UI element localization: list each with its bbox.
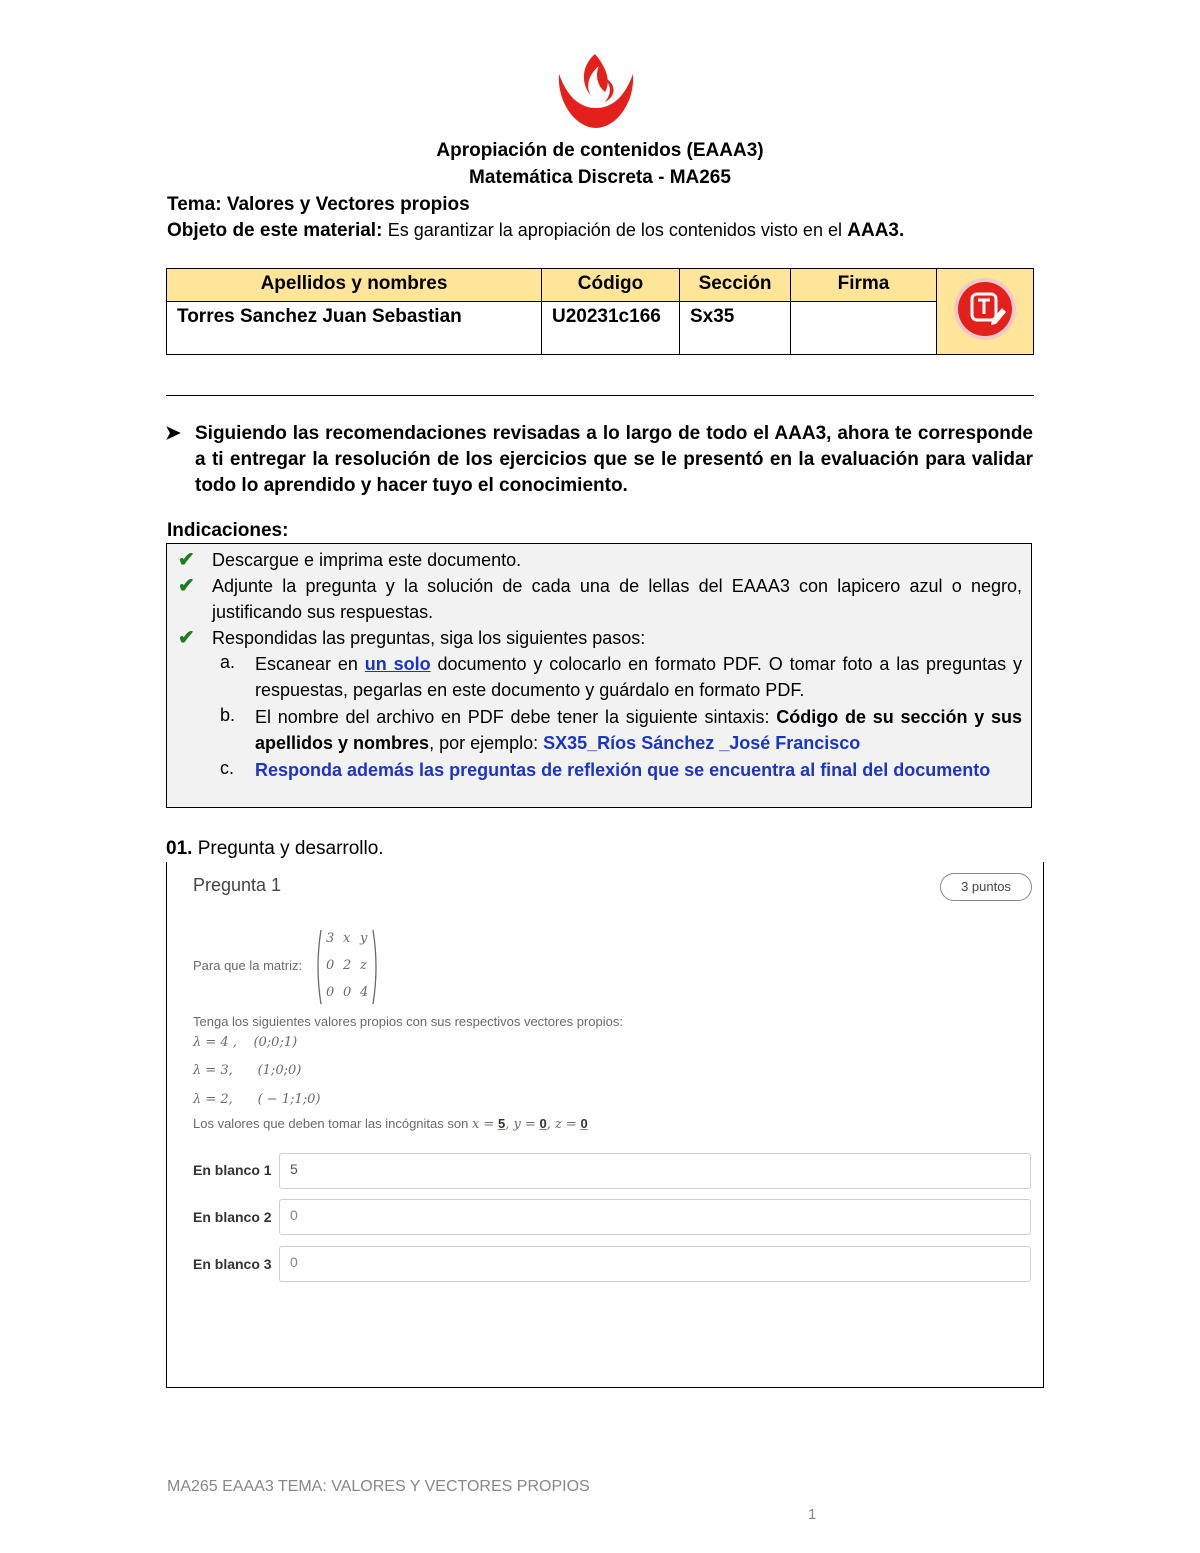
student-section: Sx35 (680, 302, 791, 355)
indication-item-3: Respondidas las preguntas, siga los siguientes pasos: (212, 628, 646, 648)
matrix-cell: 2 (343, 958, 352, 973)
header-code: Código (542, 269, 680, 302)
question-label: Pregunta y desarrollo. (197, 838, 384, 859)
step-a-post: documento y colocarlo en formato PDF. O tomar foto a las preguntas y respuestas, pegarlas en este documento y guárdalo en formato PDF. (255, 654, 1022, 700)
blank-1-input[interactable]: 5 (279, 1153, 1031, 1189)
student-info-table (166, 268, 1034, 355)
matrix-cell: x (343, 931, 351, 946)
indication-item-1: Descargue e imprima este documento. (212, 550, 522, 570)
checkmark-icon: ✔ (178, 549, 195, 571)
university-logo (555, 52, 637, 130)
step-a-letter: a. (220, 652, 236, 672)
answer-x-value: 5 (497, 1116, 506, 1131)
answer-line (193, 1116, 588, 1132)
step-c-letter: c. (220, 758, 235, 778)
matrix-cell: 0 (326, 958, 335, 973)
answer-y-label: , y = (505, 1117, 536, 1132)
checkmark-icon: ✔ (178, 575, 195, 597)
indication-item-2: Adjunte la pregunta y la solución de cada una de lellas del EAAA3 con lapicero azul o negro, justificando sus respuestas. (212, 576, 1022, 622)
matrix-cell: y (360, 931, 368, 946)
question-number: 01. (166, 838, 193, 859)
objective-line (167, 220, 904, 242)
matrix-cell: z (360, 958, 367, 973)
indications-title: Indicaciones: (167, 520, 289, 541)
matrix-cell: 0 (343, 985, 352, 1000)
filename-example: SX35_Ríos Sánchez _José Francisco (543, 733, 861, 753)
step-c: Responda además las preguntas de reflexión que se encuentra al final del documento (255, 760, 991, 780)
document-title: Apropiación de contenidos (EAAA3) (436, 140, 764, 161)
eigen-pair-3: λ = 2, ( − 1;1;0) (193, 1092, 321, 1107)
footer-text: MA265 EAAA3 TEMA: VALORES Y VECTORES PROPIOS (167, 1478, 590, 1495)
answer-x-label: x = (471, 1117, 495, 1132)
blank-3-input[interactable]: 0 (279, 1246, 1031, 1282)
topic-label: Tema: (167, 194, 222, 215)
eigen-pair-1: λ = 4 , (0;0;1) (193, 1035, 298, 1050)
objective-end: AAA3. (847, 220, 905, 241)
step-a-pre: Escanear en (255, 654, 358, 674)
table-header-row (167, 269, 1034, 302)
question-heading (166, 838, 384, 860)
blank-3-label: En blanco 3 (193, 1256, 272, 1272)
step-a (255, 651, 1022, 703)
answer-text: Los valores que deben tomar las incógnitas son (193, 1116, 469, 1131)
intro-paragraph: Siguiendo las recomendaciones revisadas a lo largo de todo el AAA3, ahora te corresponde a ti entregar la resolución de los ejercicios que se le presentó en la evaluación para validar todo lo aprendido y hacer tuyo el conocimiento. (195, 423, 1033, 496)
answer-y-value: 0 (539, 1116, 547, 1131)
eigen-pair-2: λ = 3, (1;0;0) (193, 1063, 302, 1078)
topic-value: Valores y Vectores propios (226, 194, 470, 215)
page-number: 1 (808, 1506, 817, 1523)
checkmark-icon: ✔ (178, 627, 195, 649)
matrix-cell: 0 (326, 985, 335, 1000)
answer-z-value: 0 (580, 1116, 588, 1131)
matrix-label: Para que la matriz: (193, 958, 303, 973)
table-value-row (167, 302, 1034, 355)
student-name: Torres Sanchez Juan Sebastian (167, 302, 542, 355)
arrow-bullet-icon: ➤ (165, 423, 181, 444)
course-name: Matemática Discreta - MA265 (469, 167, 731, 188)
objective-label: Objeto de este material: (167, 220, 383, 241)
un-solo-link[interactable]: un solo (364, 654, 431, 674)
teacher-logo-cell (937, 269, 1034, 355)
objective-text: Es garantizar la apropiación de los contenidos visto en el (387, 220, 842, 240)
matrix-cell: 3 (326, 931, 335, 946)
step-b-bold: Código de su sección y sus apellidos y nombres (255, 707, 1022, 753)
step-b (255, 704, 1022, 756)
blank-2-label: En blanco 2 (193, 1209, 272, 1225)
statement: Tenga los siguientes valores propios con sus respectivos vectores propios: (193, 1014, 623, 1029)
divider (166, 395, 1034, 396)
header-section: Sección (680, 269, 791, 302)
header-signature: Firma (791, 269, 937, 302)
step-b-letter: b. (220, 705, 236, 725)
step-b-pre: El nombre del archivo en PDF debe tener la siguiente sintaxis: (255, 707, 770, 727)
student-signature (791, 302, 937, 355)
question-title: Pregunta 1 (193, 875, 282, 895)
matrix (314, 928, 380, 1006)
student-code: U20231c166 (542, 302, 680, 355)
blank-1-label: En blanco 1 (193, 1162, 272, 1178)
answer-z-label: , z = (546, 1117, 577, 1132)
blank-2-input[interactable]: 0 (279, 1199, 1031, 1235)
topic-line (167, 194, 470, 216)
step-b-mid: , por ejemplo: (429, 733, 539, 753)
teacher-edit-icon (952, 276, 1018, 342)
header-names: Apellidos y nombres (167, 269, 542, 302)
matrix-cell: 4 (360, 985, 369, 1000)
points-badge: 3 puntos (940, 873, 1032, 901)
